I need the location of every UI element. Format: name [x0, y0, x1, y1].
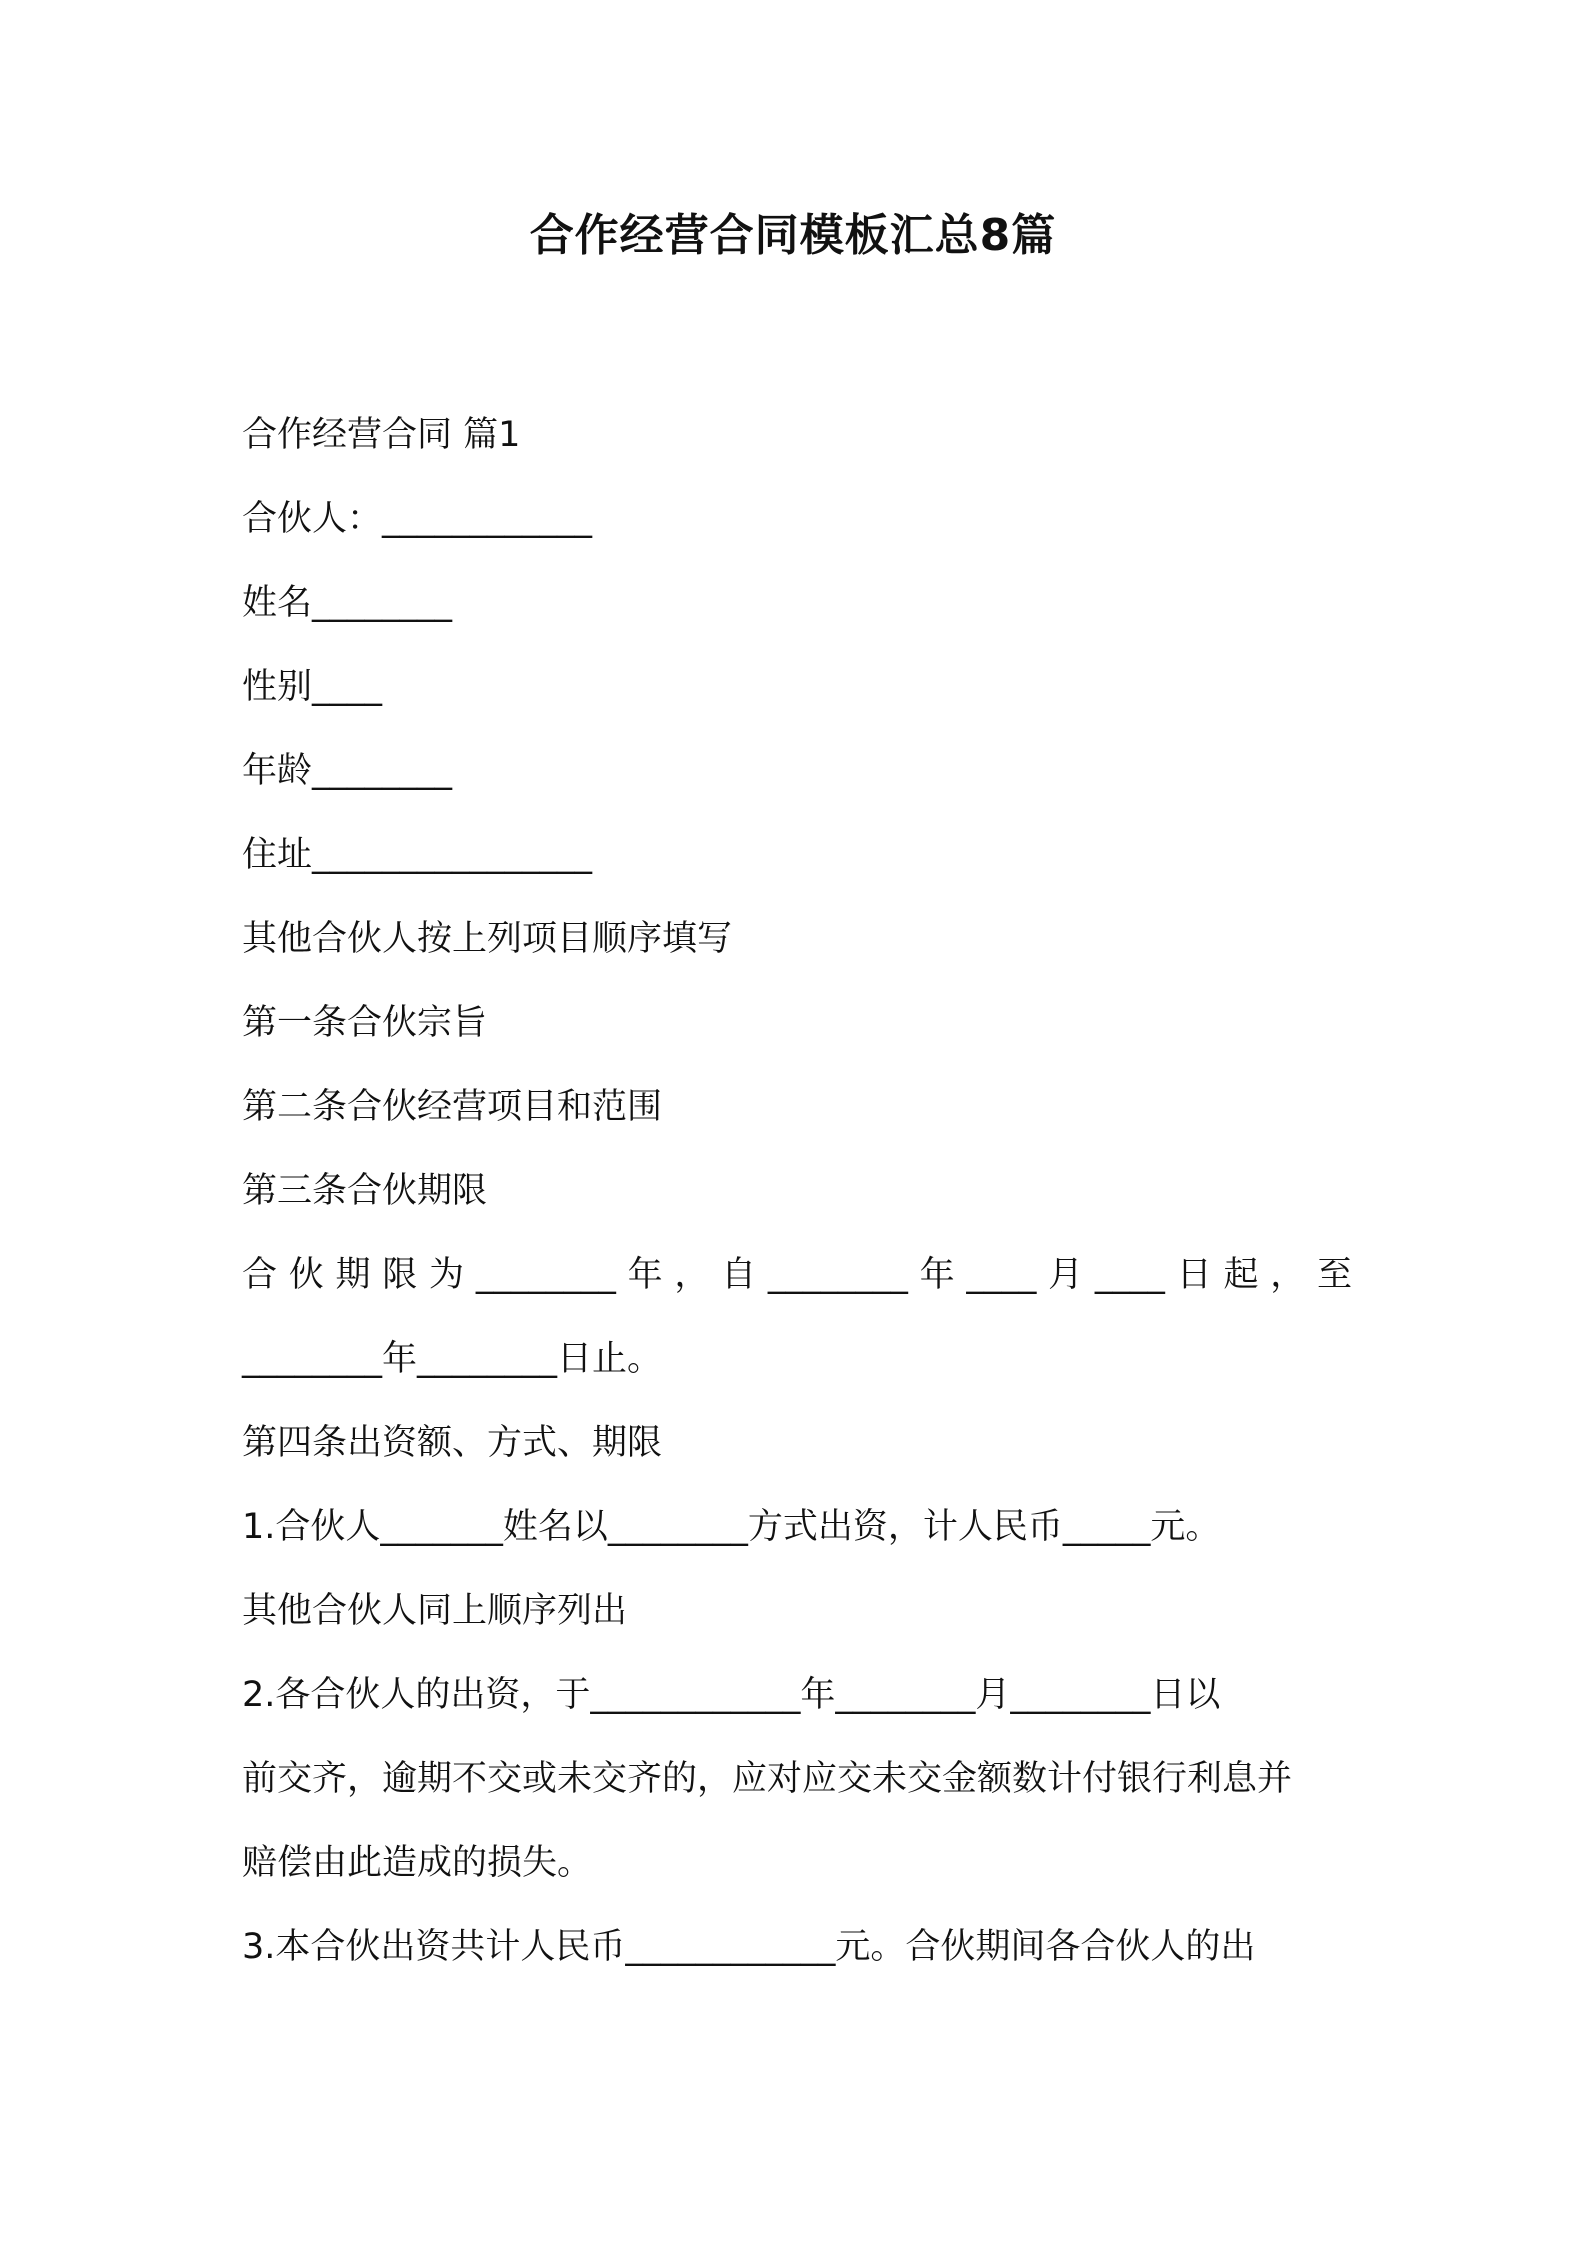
paragraph: 前交齐，逾期不交或未交齐的，应对应交未交金额数计付银行利息并 [242, 1759, 1293, 1799]
article-heading: 第三条合伙期限 [242, 1171, 488, 1211]
article-heading: 第一条合伙宗旨 [242, 1003, 488, 1043]
article-heading: 第四条出资额、方式、期限 [242, 1423, 663, 1463]
name-line: 姓名________ [242, 583, 453, 623]
address-line: 住址________________ [242, 835, 593, 875]
paragraph: 1.合伙人_______姓名以________方式出资，计人民币_____元。 [242, 1507, 1221, 1547]
article-heading: 第二条合伙经营项目和范围 [242, 1087, 663, 1127]
paragraph: ________年________日止。 [242, 1339, 663, 1379]
gender-line: 性别____ [242, 667, 383, 707]
paragraph: 其他合伙人同上顺序列出 [242, 1591, 628, 1631]
paragraph: 3.本合伙出资共计人民币____________元。合伙期间各合伙人的出 [242, 1927, 1256, 1967]
partner-line: 合伙人：____________ [242, 499, 593, 539]
paragraph: 其他合伙人按上列项目顺序填写 [242, 919, 733, 959]
document-title: 合作经营合同模板汇总8篇 [529, 210, 1057, 261]
paragraph: 2.各合伙人的出资，于____________年________月________日以 [242, 1675, 1221, 1715]
paragraph: 赔偿由此造成的损失。 [242, 1843, 593, 1883]
section-heading: 合作经营合同 篇1 [242, 415, 521, 455]
paragraph: 合伙期限为________年，自________年____月____日起，至 [242, 1255, 1352, 1295]
age-line: 年龄________ [242, 751, 453, 791]
